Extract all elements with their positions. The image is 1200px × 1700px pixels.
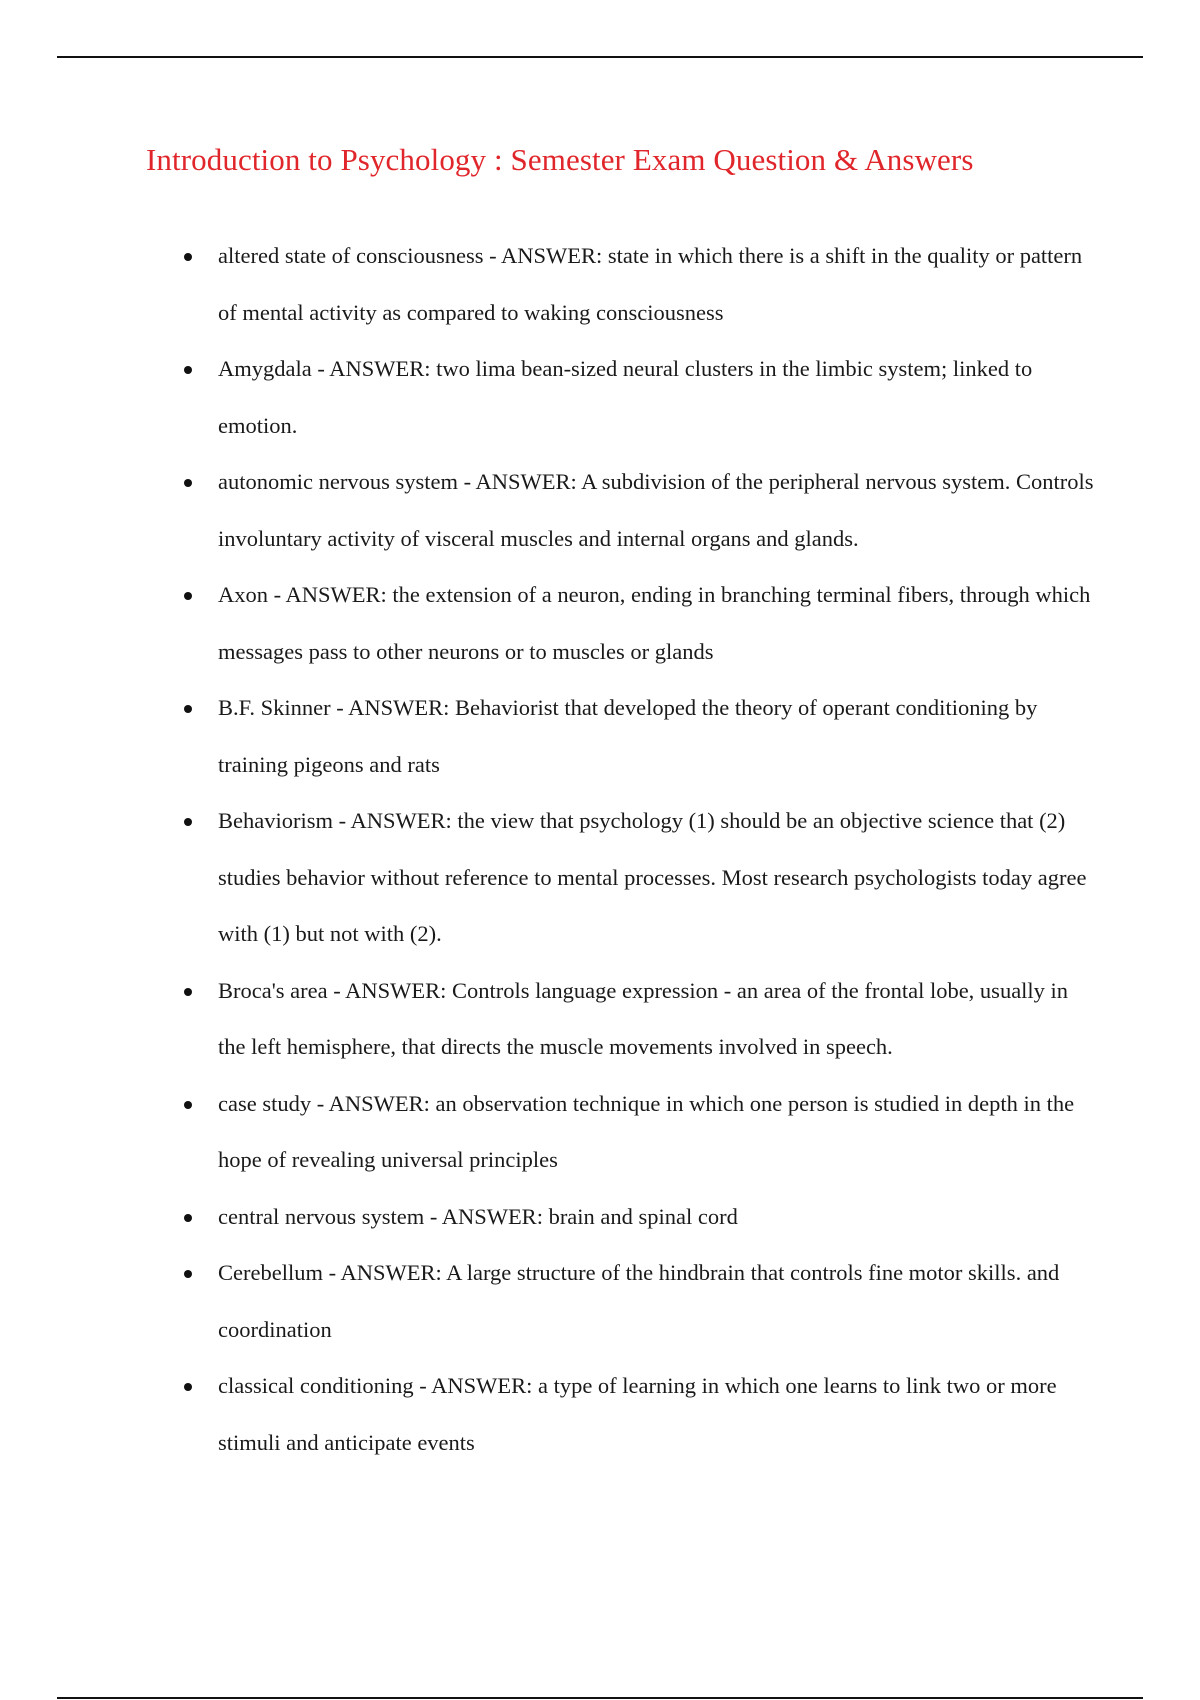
- list-item: [0, 567, 1098, 680]
- page-title: Introduction to Psychology : Semester Exam Question & Answers: [146, 142, 974, 177]
- qa-text: B.F. Skinner - ANSWER: Behaviorist that developed the theory of operant conditioning by training pigeons and rats: [218, 695, 1038, 777]
- list-item: [0, 341, 1098, 454]
- top-rule: [57, 56, 1143, 58]
- qa-text: autonomic nervous system - ANSWER: A subdivision of the peripheral nervous system. Controls involuntary activity of visceral muscles and internal organs and glands.: [218, 469, 1094, 551]
- bullet-icon: [184, 366, 192, 374]
- qa-text: Broca's area - ANSWER: Controls language expression - an area of the frontal lobe, usually in the left hemisphere, that directs the muscle movements involved in speech.: [218, 977, 1069, 1059]
- list-item: [0, 963, 1098, 1076]
- bullet-icon: [184, 592, 192, 600]
- bullet-icon: [184, 705, 192, 713]
- bullet-icon: [184, 988, 192, 996]
- list-item: [0, 228, 1098, 341]
- bullet-icon: [184, 1270, 192, 1278]
- list-item: [0, 454, 1098, 567]
- qa-text: classical conditioning - ANSWER: a type of learning in which one learns to link two or more stimuli and anticipate events: [218, 1373, 1057, 1455]
- qa-text: central nervous system - ANSWER: brain and spinal cord: [218, 1203, 738, 1229]
- list-item: [0, 1189, 1098, 1246]
- bullet-icon: [184, 818, 192, 826]
- list-item: [0, 680, 1098, 793]
- list-item: [0, 1358, 1098, 1471]
- bullet-icon: [184, 1101, 192, 1109]
- qa-text: case study - ANSWER: an observation technique in which one person is studied in depth in the hope of revealing universal principles: [218, 1090, 1075, 1172]
- qa-text: Behaviorism - ANSWER: the view that psychology (1) should be an objective science that (2) studies behavior without reference to mental processes. Most research psychologists today agree with (1) but not with (2).: [218, 808, 1087, 946]
- list-item: [0, 1245, 1098, 1358]
- qa-text: Axon - ANSWER: the extension of a neuron, ending in branching terminal fibers, through which messages pass to other neurons or to muscles or glands: [218, 582, 1091, 664]
- qa-text: Cerebellum - ANSWER: A large structure of the hindbrain that controls fine motor skills. and coordination: [218, 1260, 1060, 1342]
- list-item: [0, 793, 1098, 963]
- bullet-icon: [184, 253, 192, 261]
- bottom-rule: [57, 1697, 1143, 1699]
- qa-text: altered state of consciousness - ANSWER: state in which there is a shift in the quality or pattern of mental activity as compared to waking consciousness: [218, 243, 1083, 325]
- list-item: [0, 1076, 1098, 1189]
- bullet-icon: [184, 1383, 192, 1391]
- qa-text: Amygdala - ANSWER: two lima bean-sized neural clusters in the limbic system; linked to emotion.: [218, 356, 1033, 438]
- bullet-icon: [184, 1214, 192, 1222]
- qa-list: [0, 228, 1200, 1471]
- bullet-icon: [184, 479, 192, 487]
